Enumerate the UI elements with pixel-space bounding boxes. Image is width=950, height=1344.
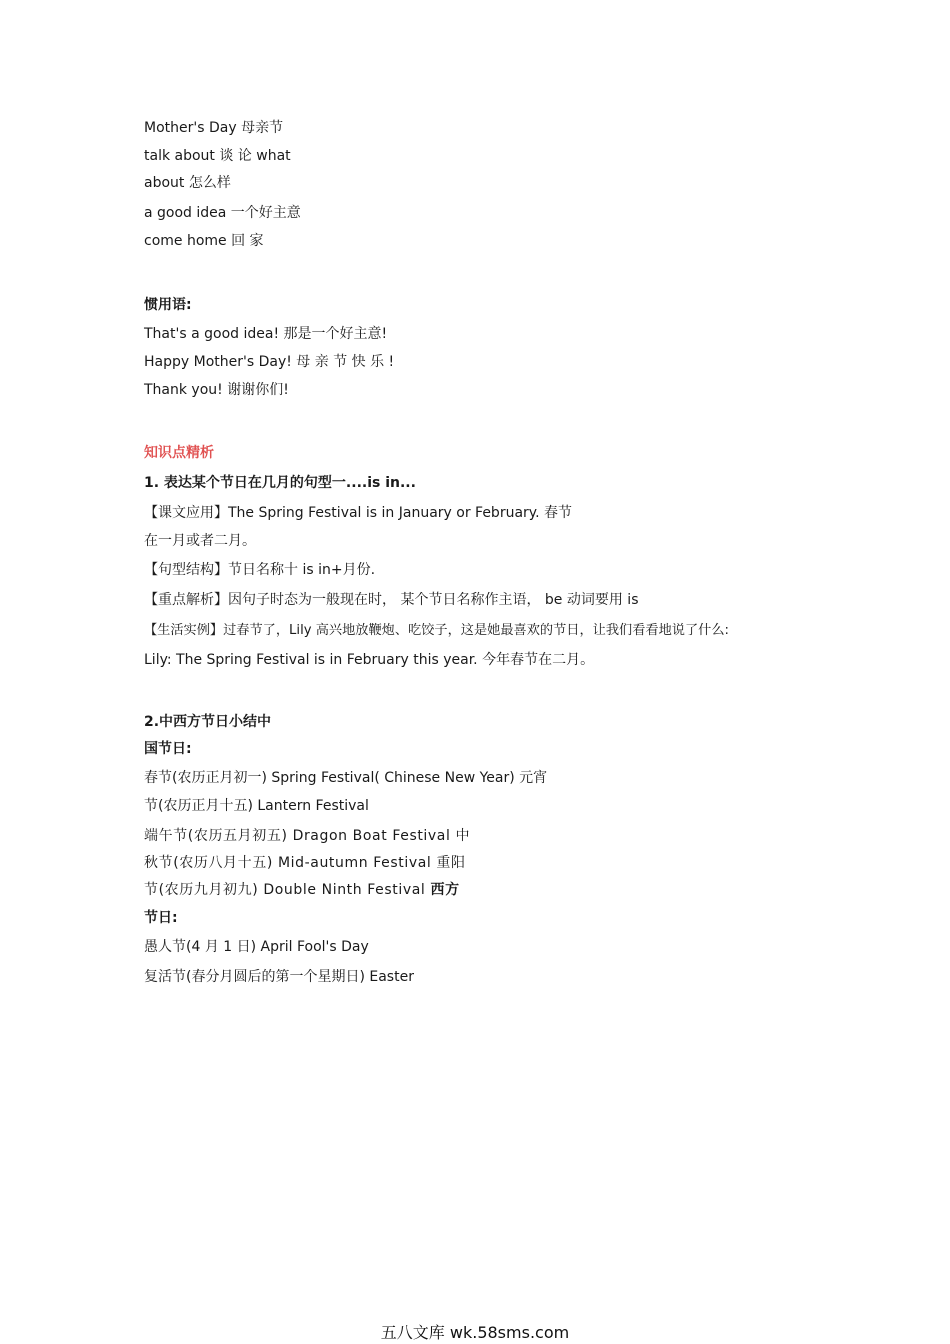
point2-line-5-bold: 西方 [430, 882, 460, 898]
point1-line-2: 在一月或者二月。 [144, 533, 256, 549]
vocab-line-1: Mother's Day 母亲节 [144, 120, 284, 136]
phrase-line-1: That's a good idea! 那是一个好主意! [144, 326, 388, 342]
point1-line-3: 【句型结构】节日名称十 is in+月份. [144, 562, 376, 578]
phrases-heading: 惯用语: [144, 297, 192, 313]
western-heading: 节日: [144, 910, 178, 926]
point2-line-2: 节(农历正月十五) Lantern Festival [144, 798, 369, 814]
vocab-line-2: talk about 谈 论 what [144, 148, 291, 164]
point1-title: 1. 表达某个节日在几月的句型一....is in... [144, 475, 416, 491]
point1-line-5: 【生活实例】过春节了，Lily 高兴地放鞭炮、吃饺子，这是她最喜欢的节日，让我们看看地说了什么: [144, 623, 729, 638]
point2-line-4: 秋节(农历八月十五) Mid-autumn Festival 重阳 [144, 855, 466, 871]
point2-subheading: 国节日: [144, 741, 192, 757]
point1-line-1: 【课文应用】The Spring Festival is in January or February. 春节 [144, 505, 572, 521]
point2-line-1: 春节(农历正月初一) Spring Festival( Chinese New Year) 元宵 [144, 770, 548, 786]
knowledge-heading: 知识点精析 [144, 445, 214, 461]
vocab-line-4: a good idea 一个好主意 [144, 205, 301, 221]
phrase-line-2: Happy Mother's Day! 母 亲 节 快 乐 ! [144, 354, 395, 370]
vocab-line-5: come home 回 家 [144, 233, 264, 249]
western-line-2: 复活节(春分月圆后的第一个星期日) Easter [144, 969, 414, 985]
footer-watermark: 五八文库 wk.58sms.com [380, 1323, 570, 1342]
point1-line-6: Lily: The Spring Festival is in February this year. 今年春节在二月。 [144, 652, 595, 668]
point2-line-3: 端午节(农历五月初五) Dragon Boat Festival 中 [144, 828, 471, 844]
point2-line-5 [144, 880, 460, 900]
point1-line-4: 【重点解析】因句子时态为一般现在时， 某个节日名称作主语， be 动词要用 is [144, 592, 639, 608]
point2-title: 2.中西方节日小结中 [144, 714, 272, 730]
point2-line-5-text: 节(农历九月初九) Double Ninth Festival [144, 882, 431, 898]
phrase-line-3: Thank you! 谢谢你们! [144, 382, 289, 398]
western-line-1: 愚人节(4 月 1 日) April Fool's Day [144, 939, 369, 955]
vocab-line-3: about 怎么样 [144, 175, 231, 191]
